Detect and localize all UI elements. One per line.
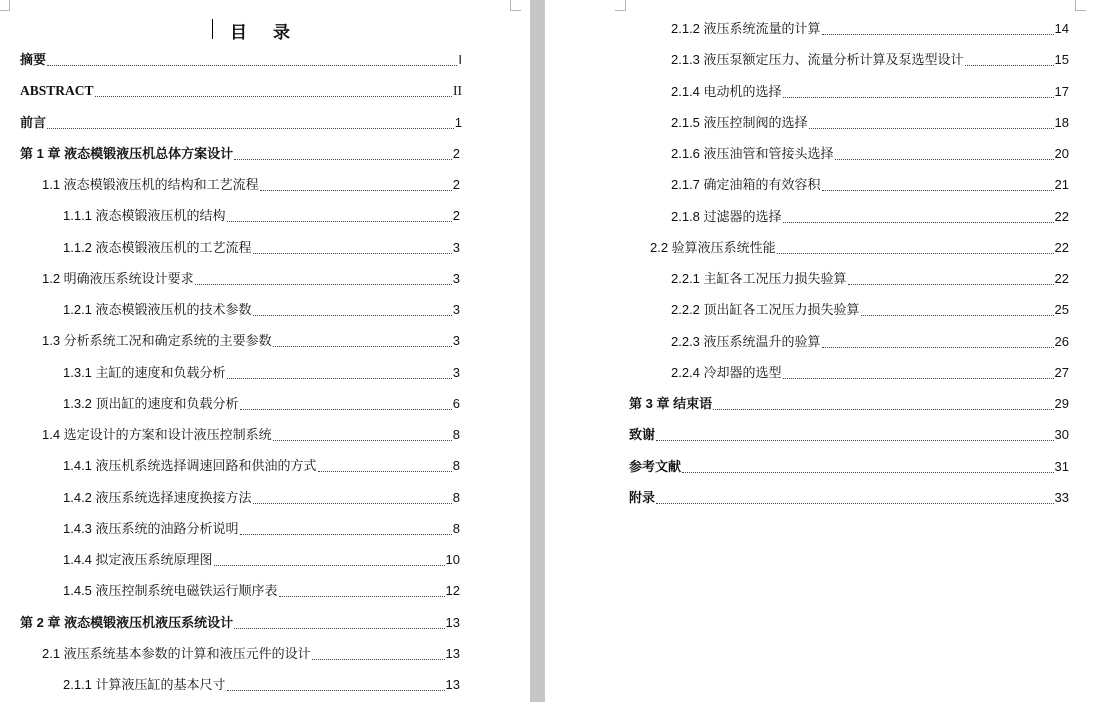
toc-entry[interactable]: [63, 299, 460, 321]
toc-dot-leader: [656, 502, 1054, 504]
toc-entry-label: 2.2.2 顶出缸各工况压力损失验算: [671, 302, 860, 318]
toc-entry-page-number: 12: [445, 583, 460, 599]
toc-entry[interactable]: [671, 268, 1069, 290]
toc-entry[interactable]: [63, 674, 460, 696]
toc-entry-page-number: 33: [1054, 489, 1069, 505]
toc-entry[interactable]: [42, 643, 460, 665]
toc-entry-page-number: 8: [452, 520, 460, 536]
toc-dot-leader: [195, 283, 452, 285]
toc-entry[interactable]: [671, 81, 1069, 103]
toc-entry-page-number: 17: [1054, 83, 1069, 99]
toc-entry-label: 第 1 章 液态模锻液压机总体方案设计: [20, 145, 234, 161]
toc-entry[interactable]: [20, 143, 460, 165]
toc-entry-label: 1.4.4 拟定液压系统原理图: [63, 552, 213, 567]
toc-entry[interactable]: [63, 205, 460, 227]
toc-entry-label: 1.4.5 液压控制系统电磁铁运行顺序表: [63, 583, 278, 599]
toc-dot-leader: [279, 595, 445, 597]
toc-entry-page-number: 22: [1054, 239, 1069, 255]
toc-dot-leader: [783, 221, 1054, 223]
toc-entry[interactable]: [650, 237, 1069, 259]
toc-entry-label: 2.1.5 液压控制阀的选择: [671, 114, 808, 130]
toc-entry[interactable]: [629, 456, 1069, 478]
toc-entry-label: 1.3.2 顶出缸的速度和负载分析: [63, 395, 239, 411]
toc-dot-leader: [95, 95, 452, 97]
toc-entry-label: 2.2 验算液压系统性能: [650, 239, 776, 255]
toc-entry-page-number: II: [453, 83, 462, 99]
toc-entry-page-number: 22: [1054, 271, 1069, 286]
margin-corner-mark: [1075, 0, 1086, 11]
toc-entry-page-number: 3: [452, 239, 460, 255]
toc-entry-label: 2.2.4 冷却器的选型: [671, 364, 782, 380]
toc-dot-leader: [240, 408, 452, 410]
toc-entry-page-number: 31: [1054, 458, 1069, 474]
toc-entry-label: 1.4.2 液压系统选择速度换接方法: [63, 489, 252, 505]
toc-entry[interactable]: [671, 49, 1069, 71]
toc-entry[interactable]: [63, 393, 460, 415]
toc-entry-page-number: 3: [452, 270, 460, 286]
toc-entry[interactable]: [63, 549, 460, 571]
toc-entry-page-number: 14: [1054, 21, 1069, 36]
toc-entry-label: 2.1 液压系统基本参数的计算和液压元件的设计: [42, 645, 311, 661]
toc-dot-leader: [253, 314, 452, 316]
toc-dot-leader: [273, 345, 452, 347]
toc-dot-leader: [783, 96, 1054, 98]
text-cursor: [212, 19, 213, 39]
toc-entry-page-number: 13: [445, 645, 460, 661]
toc-title: 目 录: [230, 23, 300, 43]
toc-entry[interactable]: [42, 268, 460, 290]
margin-corner-mark: [615, 0, 626, 11]
toc-entry[interactable]: [20, 49, 462, 71]
toc-entry-label: 2.1.1 计算液压缸的基本尺寸: [63, 677, 226, 692]
toc-entry[interactable]: [671, 174, 1069, 196]
toc-entry-page-number: 30: [1054, 427, 1069, 443]
toc-entry[interactable]: [629, 487, 1069, 509]
toc-entry-label: 1.1 液态模锻液压机的结构和工艺流程: [42, 177, 259, 192]
toc-entry-page-number: 3: [452, 333, 460, 349]
toc-entry[interactable]: [629, 393, 1069, 415]
toc-dot-leader: [227, 689, 445, 691]
toc-entry-page-number: 10: [445, 552, 460, 567]
toc-entry-label: 第 3 章 结束语: [629, 396, 713, 411]
toc-entry[interactable]: [63, 487, 460, 509]
toc-entry[interactable]: [63, 518, 460, 540]
toc-dot-leader: [965, 64, 1054, 66]
toc-entry[interactable]: [671, 299, 1069, 321]
toc-entry-label: 1.3.1 主缸的速度和负载分析: [63, 364, 226, 380]
toc-dot-leader: [822, 189, 1054, 191]
toc-entry-label: 2.1.2 液压系统流量的计算: [671, 21, 821, 36]
toc-entry-label: 1.1.2 液态模锻液压机的工艺流程: [63, 239, 252, 255]
toc-entry-page-number: I: [458, 52, 462, 67]
toc-entry-page-number: 2: [452, 208, 460, 224]
toc-entry[interactable]: [63, 580, 460, 602]
toc-entry[interactable]: [671, 362, 1069, 384]
toc-entry-label: 2.1.4 电动机的选择: [671, 83, 782, 99]
document-page-right[interactable]: [545, 0, 1118, 702]
toc-entry-label: 附录: [629, 489, 656, 505]
toc-dot-leader: [822, 33, 1054, 35]
toc-entry-label: 摘要: [20, 52, 47, 67]
toc-dot-leader: [47, 127, 454, 129]
toc-entry-label: 第 2 章 液态模锻液压机液压系统设计: [20, 614, 234, 630]
toc-entry-page-number: 27: [1054, 364, 1069, 380]
toc-entry-page-number: 13: [445, 677, 460, 692]
toc-dot-leader: [783, 377, 1054, 379]
toc-dot-leader: [273, 439, 452, 441]
toc-entry-label: 1.1.1 液态模锻液压机的结构: [63, 208, 226, 224]
toc-dot-leader: [682, 471, 1054, 473]
margin-corner-mark: [510, 0, 521, 11]
toc-entry-page-number: 21: [1054, 177, 1069, 193]
toc-entry-label: 1.4.1 液压机系统选择调速回路和供油的方式: [63, 458, 317, 474]
toc-dot-leader: [253, 502, 452, 504]
toc-entry-label: 致谢: [629, 427, 656, 443]
toc-dot-leader: [835, 158, 1054, 160]
toc-entry-page-number: 25: [1054, 302, 1069, 318]
toc-entry-page-number: 15: [1054, 52, 1069, 68]
toc-entry[interactable]: [42, 174, 460, 196]
toc-entry-page-number: 13: [445, 614, 460, 630]
toc-entry-page-number: 2: [452, 145, 460, 161]
toc-dot-leader: [214, 564, 445, 566]
toc-dot-leader: [240, 533, 452, 535]
toc-dot-leader: [234, 158, 452, 160]
toc-entry-page-number: 3: [452, 364, 460, 380]
document-page-left[interactable]: [0, 0, 530, 702]
toc-entry-page-number: 22: [1054, 208, 1069, 224]
toc-entry[interactable]: [671, 18, 1069, 40]
toc-entry[interactable]: [42, 330, 460, 352]
toc-dot-leader: [260, 189, 452, 191]
toc-entry-label: ABSTRACT: [20, 83, 94, 99]
toc-entry-page-number: 6: [452, 395, 460, 411]
toc-entry[interactable]: [63, 455, 460, 477]
toc-entry-label: 2.1.8 过滤器的选择: [671, 208, 782, 224]
toc-entry-label: 1.2.1 液态模锻液压机的技术参数: [63, 302, 252, 317]
toc-dot-leader: [656, 439, 1054, 441]
toc-dot-leader: [227, 220, 452, 222]
toc-entry[interactable]: [671, 112, 1069, 134]
toc-entry-label: 1.2 明确液压系统设计要求: [42, 270, 194, 286]
toc-entry[interactable]: [629, 424, 1069, 446]
toc-dot-leader: [227, 377, 452, 379]
toc-dot-leader: [312, 658, 445, 660]
toc-entry-label: 2.1.7 确定油箱的有效容积: [671, 177, 821, 193]
toc-entry[interactable]: [20, 80, 462, 102]
toc-dot-leader: [848, 283, 1054, 285]
toc-entry-label: 2.2.1 主缸各工况压力损失验算: [671, 271, 847, 286]
toc-entry-label: 参考文献: [629, 458, 682, 474]
toc-entry-page-number: 2: [452, 177, 460, 192]
toc-dot-leader: [777, 252, 1054, 254]
toc-entry[interactable]: [671, 331, 1069, 353]
toc-entry-label: 1.3 分析系统工况和确定系统的主要参数: [42, 333, 272, 349]
toc-entry-page-number: 8: [452, 458, 460, 474]
toc-entry[interactable]: [671, 143, 1069, 165]
toc-dot-leader: [234, 627, 444, 629]
toc-entry-page-number: 26: [1054, 333, 1069, 349]
toc-entry-page-number: 20: [1054, 146, 1069, 161]
toc-dot-leader: [47, 64, 457, 66]
toc-dot-leader: [822, 346, 1054, 348]
toc-entry[interactable]: [63, 237, 460, 259]
toc-entry[interactable]: [20, 612, 460, 634]
toc-entry-label: 2.1.3 液压泵额定压力、流量分析计算及泵选型设计: [671, 52, 964, 68]
toc-entry[interactable]: [42, 424, 460, 446]
toc-entry-page-number: 3: [452, 302, 460, 317]
toc-entry-page-number: 29: [1054, 396, 1069, 411]
toc-dot-leader: [861, 314, 1054, 316]
toc-entry-label: 2.2.3 液压系统温升的验算: [671, 333, 821, 349]
toc-entry-label: 1.4.3 液压系统的油路分析说明: [63, 520, 239, 536]
toc-dot-leader: [809, 127, 1054, 129]
toc-entry[interactable]: [671, 206, 1069, 228]
toc-dot-leader: [713, 408, 1053, 410]
toc-dot-leader: [253, 252, 452, 254]
toc-entry-label: 2.1.6 液压油管和管接头选择: [671, 146, 834, 161]
toc-entry-page-number: 8: [452, 489, 460, 505]
toc-dot-leader: [318, 470, 452, 472]
toc-entry-page-number: 8: [452, 427, 460, 442]
page-gutter: [530, 0, 545, 702]
toc-entry[interactable]: [20, 112, 462, 134]
toc-entry-label: 前言: [20, 114, 47, 130]
toc-entry-page-number: 18: [1054, 114, 1069, 130]
toc-entry[interactable]: [63, 362, 460, 384]
margin-corner-mark: [0, 0, 10, 11]
toc-entry-label: 1.4 选定设计的方案和设计液压控制系统: [42, 427, 272, 442]
toc-entry-page-number: 1: [454, 114, 462, 130]
